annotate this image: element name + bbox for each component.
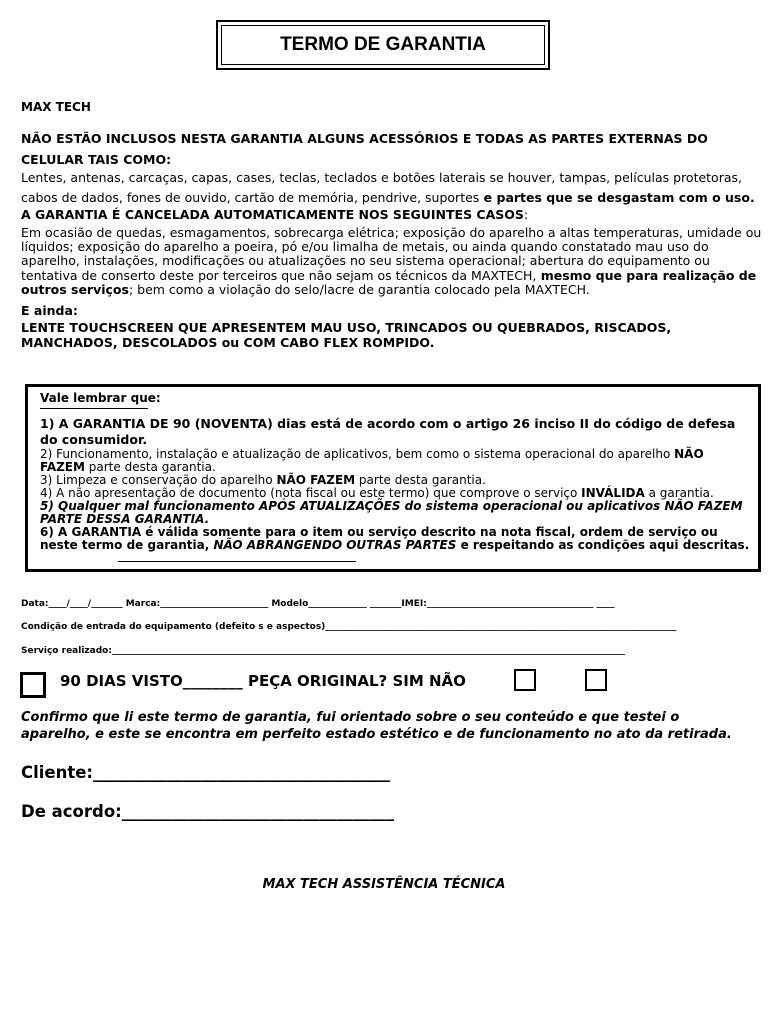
remember-title: Vale lembrar que: <box>40 391 161 405</box>
remember-item-6-end: e respeitando as condições aqui descritas. <box>456 538 750 552</box>
title-frame <box>216 20 550 70</box>
remember-item-1: 1) A GARANTIA DE 90 (NOVENTA) dias está de acordo com o artigo 26 inciso II do código de defesa do consumidor. <box>40 416 736 447</box>
form-line-date-brand-model-imei[interactable]: Data:____/____/_______ Marca:________________________ Modelo_____________ _______IMEI:_____________________________________ ____ <box>21 599 615 609</box>
remember-item-5: 5) Qualquer mal funcionamento APÓS ATUALIZAÇÕES do sistema operacional ou aplicativos NÃO FAZEM PARTE DESSA GARANTIA. <box>40 499 743 526</box>
visto-checkbox[interactable] <box>20 672 46 698</box>
not-included-heading-line2: CELULAR TAIS COMO: <box>21 152 172 167</box>
remember-item-2-text: 2) Funcionamento, instalação e atualização de aplicativos, bem como o sistema operacional do aparelho <box>40 447 675 461</box>
also-text: LENTE TOUCHSCREEN QUE APRESENTEM MAU USO, TRINCADOS OU QUEBRADOS, RISCADOS, MANCHADOS, DESCOLADOS ou COM CABO FLEX ROMPIDO. <box>21 320 672 350</box>
not-included-wear-parts: e partes que se desgastam com o uso. <box>479 190 755 205</box>
also-heading: E ainda: <box>21 303 78 318</box>
footer-company: MAX TECH ASSISTÊNCIA TÉCNICA <box>262 877 506 892</box>
remember-bottom-rule <box>118 561 356 562</box>
remember-item-6 <box>40 526 750 552</box>
not-included-text <box>21 168 766 208</box>
cancel-text-bold: mesmo que para realização de outros serviços <box>21 267 757 297</box>
remember-item-4-bold: INVÁLIDA <box>581 486 645 500</box>
remember-content <box>40 390 750 562</box>
remember-item-4-end: a garantia. <box>644 486 714 500</box>
remember-title-underline <box>40 408 148 409</box>
remember-item-3-end: parte desta garantia. <box>355 473 486 487</box>
original-sim-checkbox[interactable] <box>514 669 536 691</box>
remember-item-6-italic: NÃO ABRANGENDO OUTRAS PARTES <box>213 538 457 552</box>
form-line-service[interactable]: Serviço realizado:__________________________________________________________________________________________________________________ <box>21 646 625 656</box>
not-included-heading <box>21 130 766 168</box>
cancel-text <box>21 226 766 297</box>
form-line-condition[interactable]: Condição de entrada do equipamento (defeito s e aspectos)______________________________________________________________________________ <box>21 622 677 632</box>
company-name: MAX TECH <box>21 100 91 114</box>
remember-item-2-end: parte desta garantia. <box>84 460 216 474</box>
remember-item-2 <box>40 448 750 474</box>
not-included-heading-line1: NÃO ESTÃO INCLUSOS NESTA GARANTIA ALGUNS ACESSÓRIOS E TODAS AS PARTES EXTERNAS DO <box>21 131 708 146</box>
agree-signature-line[interactable]: De acordo:_________________________________ <box>21 802 395 821</box>
remember-item-6-text: 6) A GARANTIA é válida somente para o item ou serviço descrito na nota fiscal, ordem de serviço ou neste termo de garantia, <box>40 525 718 552</box>
cancel-heading <box>21 206 766 223</box>
document-title: TERMO DE GARANTIA <box>221 25 545 65</box>
remember-item-4-text: 4) A não apresentação de documento (nota fiscal ou este termo) que comprove o serviço <box>40 486 582 500</box>
cancel-heading-text: A GARANTIA É CANCELADA AUTOMATICAMENTE NOS SEGUINTES CASOS <box>21 207 524 222</box>
remember-box <box>25 384 761 572</box>
cancel-text-part1: Em ocasião de quedas, esmagamentos, sobrecarga elétrica; exposição do aparelho a altas temperaturas, umidade ou líquidos; exposição do aparelho a poeira, pó e/ou limalha de metais, ou ainda quando constatado mau uso do aparelho, instalações, modificações ou atualizações no seu sistema operacional; abertura do equipamento ou tentativa de conserto deste por terceiros que não sejam os técnicos da MAXTECH, <box>21 225 762 283</box>
original-nao-checkbox[interactable] <box>585 669 607 691</box>
client-signature-line[interactable]: Cliente:____________________________________ <box>21 763 391 782</box>
remember-item-2-bold: NÃO FAZEM <box>40 447 704 474</box>
confirmation-statement: Confirmo que li este termo de garantia, fui orientado sobre o seu conteúdo e que testei o aparelho, e este se encontra em perfeito estado estético e de funcionamento no ato da retirada. <box>21 710 732 742</box>
remember-item-3-bold: NÃO FAZEM <box>276 473 356 487</box>
not-included-list: Lentes, antenas, carcaças, capas, cases, teclas, teclados e botões laterais se houver, tampas, películas protetoras, cabos de dados, fones de ouvido, cartão de memória, pendrive, suportes <box>21 170 742 205</box>
visto-label: 90 DIAS VISTO________ PEÇA ORIGINAL? SIM NÃO <box>60 672 466 690</box>
cancel-text-part2: ; bem como a violação do selo/lacre de garantia colocado pela MAXTECH. <box>128 281 590 297</box>
cancel-heading-colon: : <box>523 207 529 222</box>
remember-item-3-text: 3) Limpeza e conservação do aparelho <box>40 473 277 487</box>
